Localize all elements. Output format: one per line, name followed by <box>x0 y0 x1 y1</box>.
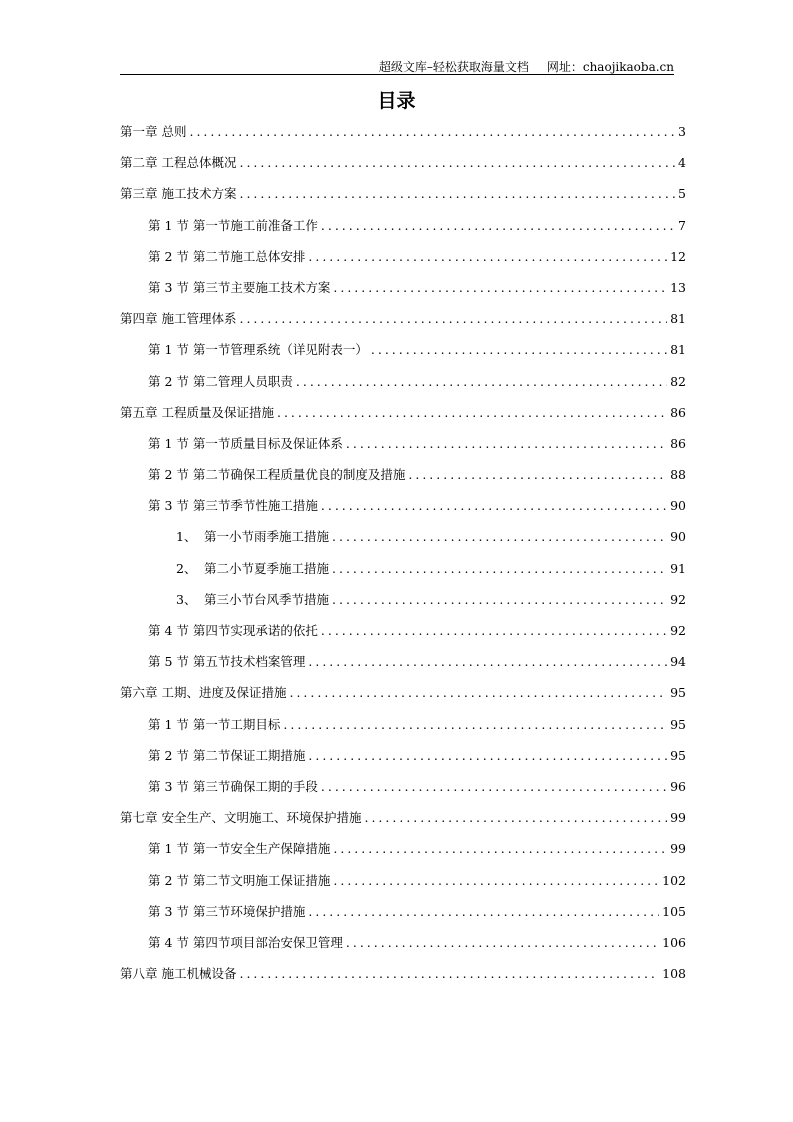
toc-entry-label: 第 2 节 第二节确保工程质量优良的制度及措施 <box>148 467 406 483</box>
dot-leader <box>308 248 667 266</box>
toc-entry-label: 第 5 节 第五节技术档案管理 <box>148 654 306 670</box>
toc-entry-label: 第六章 工期、进度及保证措施 <box>120 685 287 701</box>
toc-entry[interactable] <box>120 528 686 559</box>
toc-entry[interactable] <box>120 560 686 591</box>
toc-entry[interactable] <box>120 965 686 996</box>
toc-entry-page: 86 <box>670 404 686 420</box>
toc-entry[interactable] <box>120 279 686 310</box>
header-divider <box>120 74 674 75</box>
toc-entry[interactable] <box>120 840 686 871</box>
header-url: 网址：chaojikaoba.cn <box>546 60 674 74</box>
toc-entry-page: 92 <box>670 591 686 607</box>
toc-entry-label: 第 3 节 第三节确保工期的手段 <box>148 778 318 794</box>
dot-leader <box>333 279 667 297</box>
toc-entry-page: 90 <box>670 498 686 514</box>
toc-entry-number: 2、 <box>176 560 197 576</box>
dot-leader <box>239 154 675 172</box>
dot-leader <box>333 840 667 858</box>
toc-entry-page: 3 <box>678 124 686 139</box>
toc-entry-label: 第二小节夏季施工措施 <box>204 560 330 576</box>
toc-entry[interactable] <box>120 404 686 435</box>
toc-entry-label: 第七章 安全生产、文明施工、环境保护措施 <box>120 810 362 826</box>
toc-entry-number: 3、 <box>176 591 197 607</box>
toc-entry-page: 95 <box>670 747 686 763</box>
toc-entry-label: 第 1 节 第一节管理系统（详见附表一） <box>148 342 368 358</box>
toc-entry-page: 13 <box>670 279 686 295</box>
dot-leader <box>364 809 667 827</box>
dot-leader <box>333 872 659 890</box>
toc-entry-label: 第 2 节 第二节施工总体安排 <box>148 248 306 264</box>
toc-entry[interactable] <box>120 466 686 497</box>
toc-entry[interactable] <box>120 591 686 622</box>
toc-entry-label: 第三小节台风季节措施 <box>204 591 330 607</box>
header-site: 超级文库–轻松获取海量文档 <box>378 60 529 74</box>
dot-leader <box>308 747 667 765</box>
toc-entry[interactable] <box>120 747 686 778</box>
toc-entry-page: 7 <box>678 217 686 233</box>
toc-entry-label: 第 3 节 第三节环境保护措施 <box>148 903 306 919</box>
dot-leader <box>296 373 667 391</box>
toc-entry-label: 第 3 节 第三节季节性施工措施 <box>148 498 318 514</box>
dot-leader <box>332 560 667 578</box>
page-title: 目录 <box>377 90 416 112</box>
toc-entry-label: 第四章 施工管理体系 <box>120 311 237 327</box>
dot-leader <box>346 934 659 952</box>
toc-entry-page: 12 <box>670 248 686 264</box>
toc-entry-page: 91 <box>670 560 686 576</box>
toc-entry-page: 82 <box>670 373 686 389</box>
toc-entry-label: 第 2 节 第二管理人员职责 <box>148 373 293 389</box>
toc-entry[interactable] <box>120 310 686 341</box>
toc-entry-page: 96 <box>670 778 686 794</box>
toc-entry-page: 4 <box>678 155 686 171</box>
toc-entry-page: 99 <box>670 810 686 826</box>
toc-entry[interactable] <box>120 622 686 653</box>
toc-entry[interactable] <box>120 653 686 684</box>
toc-entry[interactable] <box>120 684 686 715</box>
toc-entry-page: 94 <box>670 654 686 670</box>
toc-entry[interactable] <box>120 778 686 809</box>
dot-leader <box>308 903 659 921</box>
toc-entry-label: 第 4 节 第四节项目部治安保卫管理 <box>148 934 343 950</box>
toc-entry-label: 第 1 节 第一节施工前准备工作 <box>148 217 318 233</box>
dot-leader <box>277 404 667 422</box>
toc-entry[interactable] <box>120 872 686 903</box>
toc-entry-label: 第 2 节 第二节保证工期措施 <box>148 747 306 763</box>
toc-entry-label: 第 1 节 第一节工期目标 <box>148 716 281 732</box>
dot-leader <box>239 185 675 203</box>
toc-entry[interactable] <box>120 435 686 466</box>
toc-entry[interactable] <box>120 154 686 185</box>
toc-entry-label: 第二章 工程总体概况 <box>120 155 237 171</box>
toc-entry-page: 102 <box>662 872 686 888</box>
dot-leader <box>346 435 667 453</box>
toc-entry-page: 106 <box>662 934 686 950</box>
toc-entry[interactable] <box>120 934 686 965</box>
toc-entry-label: 第五章 工程质量及保证措施 <box>120 404 274 420</box>
toc-entry-page: 86 <box>670 435 686 451</box>
toc-entry[interactable] <box>120 903 686 934</box>
toc-entry-label: 第 2 节 第二节文明施工保证措施 <box>148 872 331 888</box>
toc-entry-page: 108 <box>662 966 686 982</box>
dot-leader <box>239 965 659 983</box>
toc-entry[interactable] <box>120 497 686 528</box>
toc-entry-page: 90 <box>670 529 686 545</box>
toc-entry[interactable] <box>120 123 686 154</box>
dot-leader <box>239 310 667 328</box>
toc-entry[interactable] <box>120 248 686 279</box>
dot-leader <box>408 466 667 484</box>
dot-leader <box>332 528 667 546</box>
toc-entry[interactable] <box>120 809 686 840</box>
toc-entry-page: 88 <box>670 467 686 483</box>
toc-entry-number: 1、 <box>176 529 197 545</box>
toc-entry[interactable] <box>120 716 686 747</box>
toc-entry[interactable] <box>120 341 686 372</box>
toc-entry-label: 第 4 节 第四节实现承诺的依托 <box>148 623 318 638</box>
toc-entry-page: 95 <box>670 685 686 701</box>
toc-entry-page: 81 <box>670 311 686 327</box>
table-of-contents <box>120 123 686 996</box>
toc-entry-label: 第三章 施工技术方案 <box>120 186 237 202</box>
toc-entry-label: 第 3 节 第三节主要施工技术方案 <box>148 279 331 295</box>
toc-entry[interactable] <box>120 217 686 248</box>
toc-entry-page: 5 <box>678 186 686 202</box>
toc-entry-page: 99 <box>670 841 686 857</box>
toc-entry-label: 第 1 节 第一节质量目标及保证体系 <box>148 435 343 451</box>
dot-leader <box>289 684 667 702</box>
dot-leader <box>371 341 667 359</box>
dot-leader <box>189 123 675 141</box>
toc-entry-page: 105 <box>662 903 686 919</box>
dot-leader <box>308 653 667 671</box>
toc-entry-page: 95 <box>670 716 686 732</box>
toc-entry-page: 92 <box>670 623 686 638</box>
toc-entry[interactable] <box>120 185 686 216</box>
toc-entry-label: 第八章 施工机械设备 <box>120 966 237 982</box>
dot-leader <box>283 716 667 734</box>
toc-entry[interactable] <box>120 373 686 404</box>
toc-entry-label: 第一章 总则 <box>120 124 187 139</box>
dot-leader <box>321 497 667 515</box>
toc-entry-page: 81 <box>670 342 686 358</box>
page-header <box>120 58 674 75</box>
toc-entry-label: 第一小节雨季施工措施 <box>204 529 330 545</box>
toc-entry-label: 第 1 节 第一节安全生产保障措施 <box>148 841 331 857</box>
dot-leader <box>321 622 667 640</box>
dot-leader <box>321 778 667 796</box>
dot-leader <box>332 591 667 609</box>
dot-leader <box>321 217 675 235</box>
